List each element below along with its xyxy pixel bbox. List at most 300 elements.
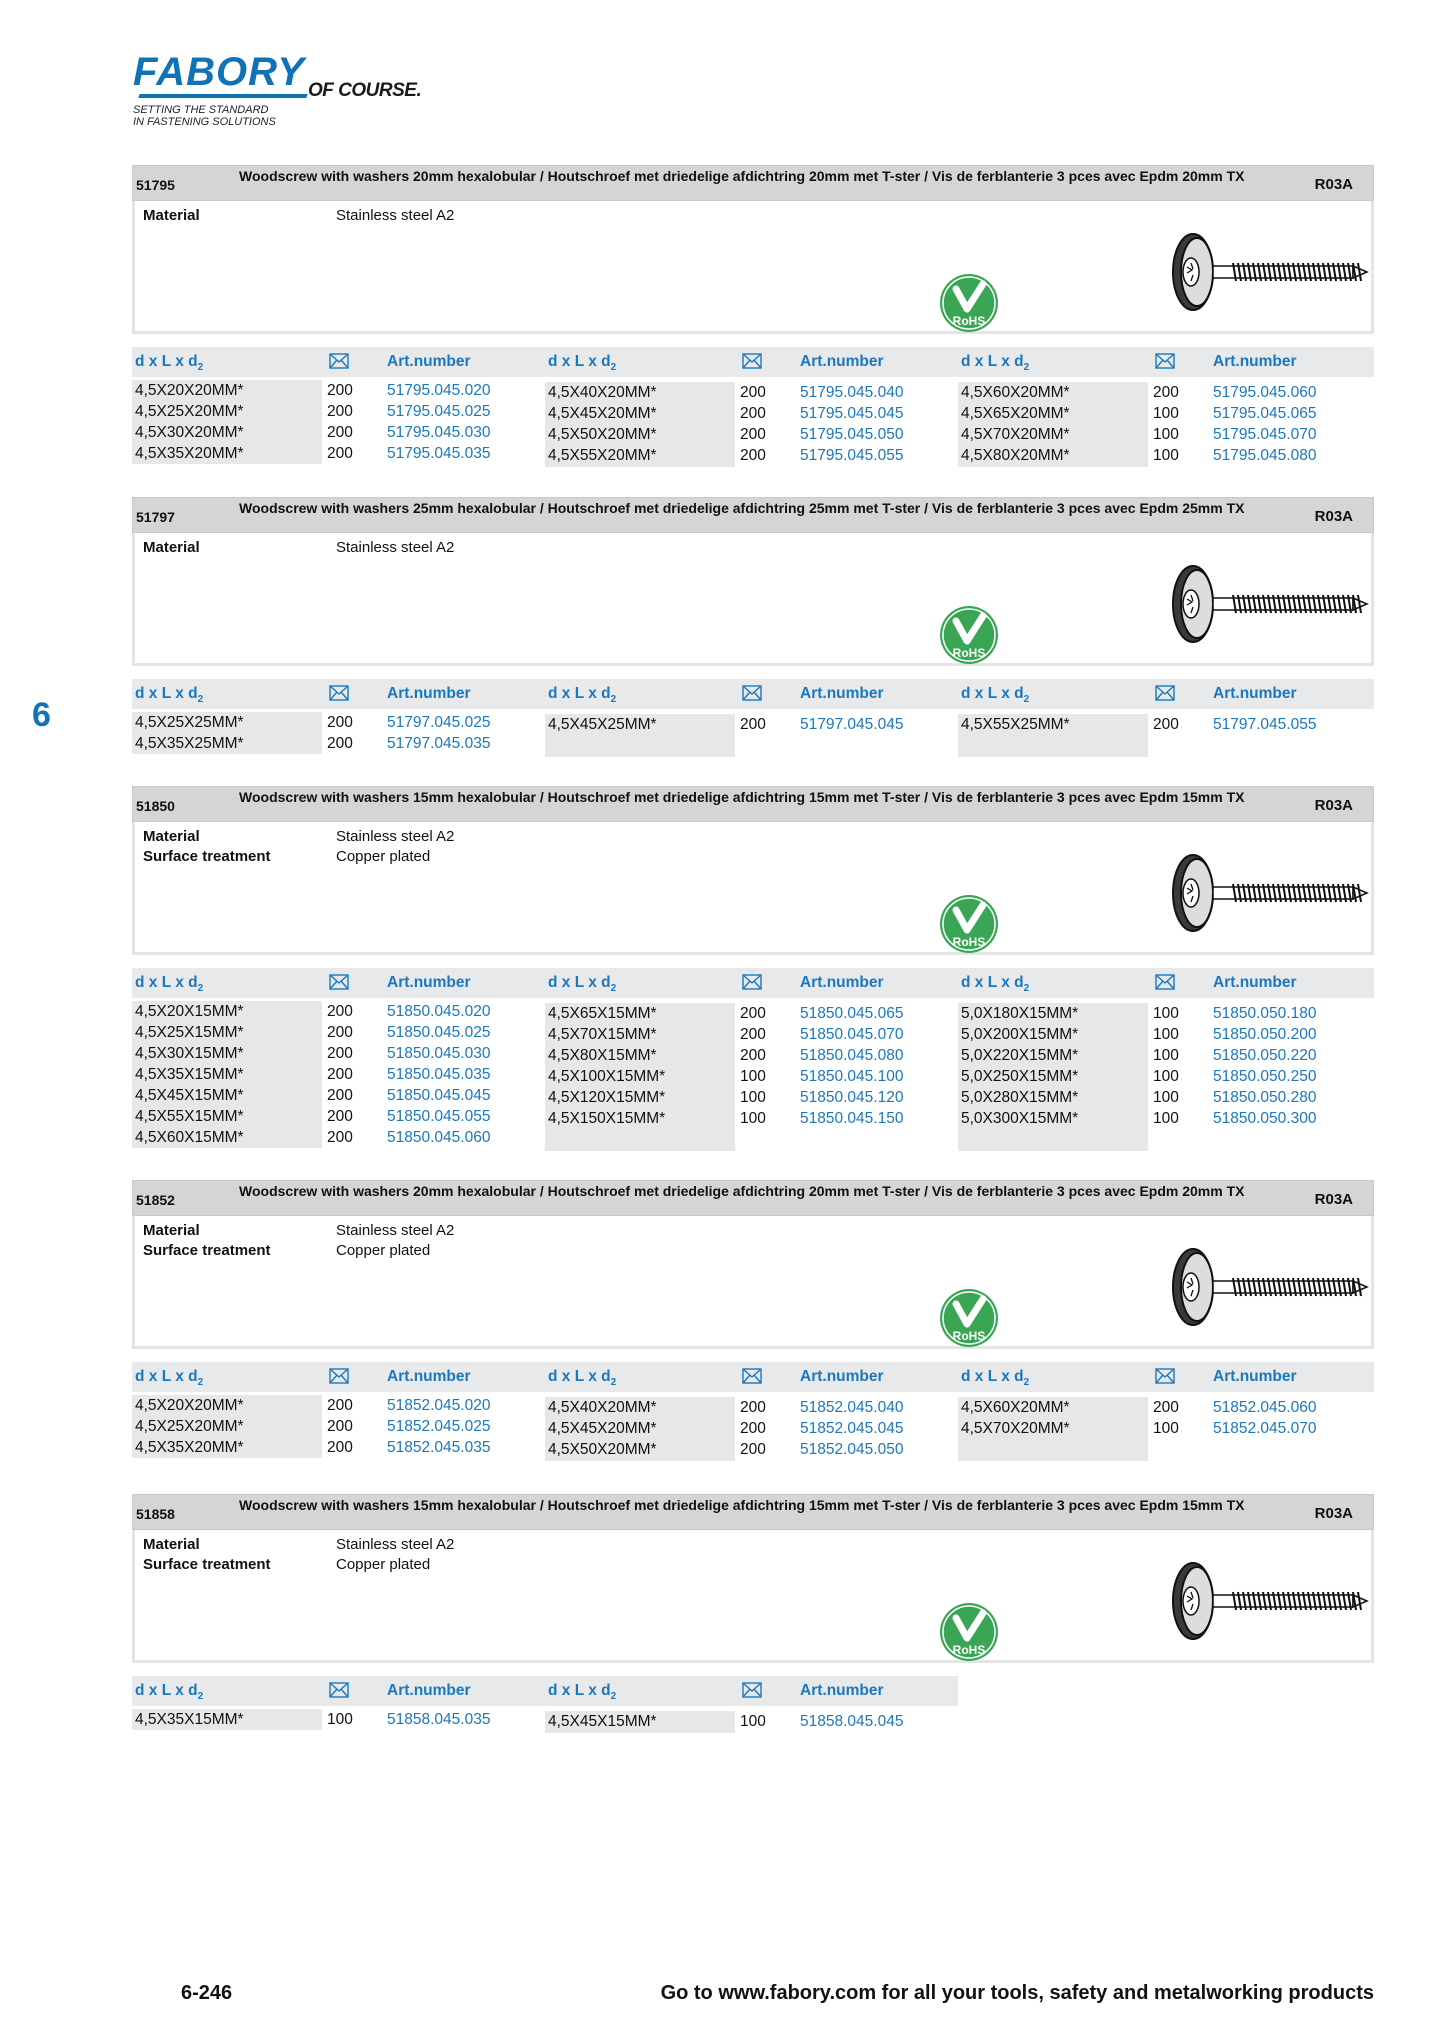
- property-row: [143, 847, 454, 867]
- table-row: [958, 424, 1371, 445]
- article-number-link[interactable]: 51850.045.035: [387, 1066, 491, 1083]
- table-row: [132, 1022, 545, 1043]
- col-header-article: Art.number: [800, 685, 884, 702]
- article-number-link[interactable]: 51852.045.020: [387, 1397, 491, 1414]
- col-header-dimension: [135, 1682, 203, 1702]
- product-table: [132, 380, 1374, 468]
- quantity-cell: 100: [1153, 1110, 1179, 1127]
- quantity-cell: 100: [740, 1110, 766, 1127]
- quantity-cell: 200: [740, 1005, 766, 1022]
- product-title: Woodscrew with washers 25mm hexalobular / Houtschroef met driedelige afdichtring 25mm met T-ster / Vis de ferblanterie 3 pces avec Epdm 25mm TX: [239, 500, 1245, 516]
- envelope-icon: [742, 353, 762, 369]
- dimension-cell: 4,5X45X20MM*: [548, 405, 657, 422]
- quantity-cell: 200: [740, 1047, 766, 1064]
- quantity-cell: 200: [740, 716, 766, 733]
- rohs-badge-icon: [939, 894, 999, 954]
- article-number-link[interactable]: 51850.045.070: [800, 1026, 904, 1043]
- envelope-icon: [1155, 685, 1175, 701]
- rohs-label: RoHS: [952, 646, 986, 660]
- dimension-header-subscript: 2: [610, 983, 617, 995]
- dimension-header-subscript: 2: [1023, 1377, 1030, 1389]
- quantity-cell: 200: [740, 447, 766, 464]
- envelope-icon: [742, 1682, 762, 1698]
- product-table: [132, 1709, 1374, 1734]
- rohs-label: RoHS: [952, 1643, 986, 1657]
- dimension-header-subscript: 2: [610, 1691, 617, 1703]
- dimension-cell: 4,5X150X15MM*: [548, 1110, 666, 1127]
- dimension-cell: 4,5X60X20MM*: [961, 384, 1070, 401]
- table-row: [132, 1416, 545, 1437]
- quantity-cell: 200: [327, 1003, 353, 1020]
- dimension-cell: 4,5X55X20MM*: [548, 447, 657, 464]
- section-body: [132, 1530, 1374, 1663]
- article-number-link[interactable]: 51850.045.030: [387, 1045, 491, 1062]
- dimension-header-text: d x L x d: [548, 1368, 611, 1385]
- logo-tagline-line-1: SETTING THE STANDARD: [133, 104, 269, 116]
- article-number-link[interactable]: 51850.050.220: [1213, 1047, 1317, 1064]
- article-number-link[interactable]: 51850.045.065: [800, 1005, 904, 1022]
- dimension-cell: 4,5X35X25MM*: [135, 735, 244, 752]
- quantity-cell: 200: [1153, 1399, 1179, 1416]
- dimension-cell: 4,5X55X15MM*: [135, 1108, 244, 1125]
- dimension-cell: 4,5X35X20MM*: [135, 445, 244, 462]
- property-value: Stainless steel A2: [336, 1536, 455, 1553]
- article-number-link[interactable]: 51850.045.045: [387, 1087, 491, 1104]
- article-number-link[interactable]: 51852.045.045: [800, 1420, 904, 1437]
- property-row: [143, 1535, 454, 1555]
- table-row: [132, 1064, 545, 1085]
- envelope-icon: [742, 1368, 762, 1384]
- screw-image: [1171, 848, 1371, 938]
- article-number-link[interactable]: 51850.050.250: [1213, 1068, 1317, 1085]
- table-row: [958, 1066, 1371, 1087]
- dimension-cell: 4,5X25X25MM*: [135, 714, 244, 731]
- quantity-cell: 200: [327, 1108, 353, 1125]
- property-row: [143, 206, 454, 226]
- article-number-link[interactable]: 51852.045.040: [800, 1399, 904, 1416]
- table-row: [545, 1087, 958, 1108]
- product-table: [132, 712, 1374, 758]
- property-row: [143, 827, 454, 847]
- dimension-cell: 4,5X20X20MM*: [135, 1397, 244, 1414]
- table-row: [132, 1001, 545, 1022]
- table-row: [958, 382, 1371, 403]
- rohs-badge-icon: [939, 605, 999, 665]
- properties: [143, 206, 454, 226]
- table-row: [545, 1066, 958, 1087]
- quantity-cell: 100: [1153, 405, 1179, 422]
- table-row: [132, 443, 545, 464]
- dimension-cell: 5,0X280X15MM*: [961, 1089, 1079, 1106]
- dimension-cell: 4,5X70X20MM*: [961, 1420, 1070, 1437]
- screw-image: [1171, 1242, 1371, 1332]
- article-number-link[interactable]: 51795.045.080: [1213, 447, 1317, 464]
- table-row: [545, 1397, 958, 1418]
- dimension-header-text: d x L x d: [961, 974, 1024, 991]
- article-number-link[interactable]: 51850.050.280: [1213, 1089, 1317, 1106]
- dimension-cell: 4,5X45X15MM*: [548, 1713, 657, 1730]
- dimension-cell: 4,5X80X15MM*: [548, 1047, 657, 1064]
- dimension-header-subscript: 2: [197, 694, 204, 706]
- reference-code: R03A: [1314, 176, 1353, 193]
- property-value: Copper plated: [336, 1242, 431, 1259]
- envelope-icon: [329, 1368, 349, 1384]
- dimension-cell: 4,5X45X20MM*: [548, 1420, 657, 1437]
- article-number-link[interactable]: 51795.045.045: [800, 405, 904, 422]
- dimension-header-subscript: 2: [1023, 362, 1030, 374]
- quantity-cell: 100: [740, 1089, 766, 1106]
- property-row: [143, 1241, 454, 1261]
- envelope-icon: [329, 353, 349, 369]
- dimension-header-text: d x L x d: [961, 1368, 1024, 1385]
- col-header-article: Art.number: [800, 353, 884, 370]
- table-row: [545, 1045, 958, 1066]
- article-number-link[interactable]: 51797.045.045: [800, 716, 904, 733]
- product-code: 51858: [136, 1506, 175, 1522]
- article-number-link[interactable]: 51795.045.020: [387, 382, 491, 399]
- dimension-cell: 4,5X100X15MM*: [548, 1068, 666, 1085]
- col-header-dimension: [548, 353, 616, 373]
- article-number-link[interactable]: 51852.045.070: [1213, 1420, 1317, 1437]
- col-header-article: Art.number: [387, 353, 471, 370]
- dimension-cell: 4,5X40X20MM*: [548, 384, 657, 401]
- table-row: [545, 1711, 958, 1732]
- quantity-cell: 200: [327, 1087, 353, 1104]
- table-header: [132, 347, 1374, 377]
- product-title: Woodscrew with washers 20mm hexalobular / Houtschroef met driedelige afdichtring 20mm met T-ster / Vis de ferblanterie 3 pces avec Epdm 20mm TX: [239, 168, 1245, 184]
- table-row: [958, 1024, 1371, 1045]
- col-header-article: Art.number: [387, 1368, 471, 1385]
- dimension-cell: 4,5X45X15MM*: [135, 1087, 244, 1104]
- reference-code: R03A: [1314, 797, 1353, 814]
- col-header-dimension: [135, 974, 203, 994]
- product-title: Woodscrew with washers 20mm hexalobular / Houtschroef met driedelige afdichtring 20mm met T-ster / Vis de ferblanterie 3 pces avec Epdm 20mm TX: [239, 1183, 1245, 1199]
- property-label: Surface treatment: [143, 1556, 271, 1573]
- table-row: [132, 422, 545, 443]
- dimension-cell: 4,5X65X20MM*: [961, 405, 1070, 422]
- dimension-cell: 4,5X50X20MM*: [548, 426, 657, 443]
- dimension-cell: 4,5X55X25MM*: [961, 716, 1070, 733]
- rohs-badge-icon: [939, 273, 999, 333]
- dimension-cell: 5,0X300X15MM*: [961, 1110, 1079, 1127]
- section-header: [132, 1494, 1374, 1530]
- dimension-cell: 4,5X60X20MM*: [961, 1399, 1070, 1416]
- table-row: [545, 1108, 958, 1129]
- logo-tagline-line-2: IN FASTENING SOLUTIONS: [133, 116, 276, 128]
- quantity-cell: 200: [740, 384, 766, 401]
- rohs-label: RoHS: [952, 1329, 986, 1343]
- article-number-link[interactable]: 51852.045.025: [387, 1418, 491, 1435]
- dimension-cell: 4,5X30X15MM*: [135, 1045, 244, 1062]
- col-header-article: Art.number: [800, 1368, 884, 1385]
- dimension-cell: 4,5X20X15MM*: [135, 1003, 244, 1020]
- property-label: Material: [143, 207, 200, 224]
- dimension-cell: 4,5X35X15MM*: [135, 1711, 244, 1728]
- col-header-article: Art.number: [1213, 685, 1297, 702]
- property-value: Stainless steel A2: [336, 1222, 455, 1239]
- quantity-cell: 200: [740, 1441, 766, 1458]
- table-row: [132, 1437, 545, 1458]
- dimension-cell: 4,5X20X20MM*: [135, 382, 244, 399]
- screw-image: [1171, 227, 1371, 317]
- col-header-article: Art.number: [387, 685, 471, 702]
- article-number-link[interactable]: 51795.045.070: [1213, 426, 1317, 443]
- property-label: Surface treatment: [143, 1242, 271, 1259]
- section-body: [132, 533, 1374, 666]
- dimension-cell: 4,5X120X15MM*: [548, 1089, 666, 1106]
- dimension-cell: 4,5X25X20MM*: [135, 1418, 244, 1435]
- col-header-article: Art.number: [387, 1682, 471, 1699]
- article-number-link[interactable]: 51858.045.035: [387, 1711, 491, 1728]
- product-code: 51850: [136, 798, 175, 814]
- dimension-cell: 4,5X70X20MM*: [961, 426, 1070, 443]
- envelope-icon: [329, 685, 349, 701]
- article-number-link[interactable]: 51795.045.025: [387, 403, 491, 420]
- quantity-cell: 200: [327, 1045, 353, 1062]
- quantity-cell: 200: [740, 1026, 766, 1043]
- dimension-cell: 4,5X45X25MM*: [548, 716, 657, 733]
- dimension-header-text: d x L x d: [548, 685, 611, 702]
- quantity-cell: 100: [1153, 1047, 1179, 1064]
- dimension-header-text: d x L x d: [548, 1682, 611, 1699]
- dimension-cell: 4,5X30X20MM*: [135, 424, 244, 441]
- quantity-cell: 100: [1153, 1005, 1179, 1022]
- table-row: [132, 733, 545, 754]
- quantity-cell: 200: [327, 403, 353, 420]
- article-number-link[interactable]: 51850.045.100: [800, 1068, 904, 1085]
- quantity-cell: 200: [327, 1129, 353, 1146]
- dimension-header-text: d x L x d: [135, 1682, 198, 1699]
- dimension-cell: 4,5X25X15MM*: [135, 1024, 244, 1041]
- property-value: Stainless steel A2: [336, 828, 455, 845]
- table-row: [545, 424, 958, 445]
- rohs-label: RoHS: [952, 314, 986, 328]
- article-number-link[interactable]: 51795.045.030: [387, 424, 491, 441]
- table-row: [958, 1108, 1371, 1129]
- table-row: [545, 1003, 958, 1024]
- article-number-link[interactable]: 51795.045.060: [1213, 384, 1317, 401]
- section-header: [132, 786, 1374, 822]
- fabory-logo: [133, 50, 422, 128]
- table-row: [958, 1087, 1371, 1108]
- article-number-link[interactable]: 51852.045.050: [800, 1441, 904, 1458]
- table-row: [132, 1043, 545, 1064]
- table-row: [958, 445, 1371, 466]
- envelope-icon: [1155, 974, 1175, 990]
- product-section-51850: [132, 786, 1374, 1152]
- article-number-link[interactable]: 51797.045.055: [1213, 716, 1317, 733]
- col-header-article: Art.number: [1213, 1368, 1297, 1385]
- quantity-cell: 100: [740, 1068, 766, 1085]
- table-row: [132, 401, 545, 422]
- quantity-cell: 200: [327, 1397, 353, 1414]
- col-header-article: Art.number: [387, 974, 471, 991]
- dimension-cell: 4,5X65X15MM*: [548, 1005, 657, 1022]
- quantity-cell: 100: [1153, 1068, 1179, 1085]
- dimension-cell: 4,5X25X20MM*: [135, 403, 244, 420]
- logo-wordmark: FABORY: [133, 50, 305, 94]
- article-number-link[interactable]: 51850.045.020: [387, 1003, 491, 1020]
- col-header-article: Art.number: [800, 974, 884, 991]
- table-row: [132, 1127, 545, 1148]
- envelope-icon: [1155, 1368, 1175, 1384]
- col-header-dimension: [961, 685, 1029, 705]
- table-row: [132, 1709, 545, 1730]
- product-table: [132, 1395, 1374, 1462]
- property-label: Material: [143, 1222, 200, 1239]
- properties: [143, 827, 454, 867]
- property-row: [143, 538, 454, 558]
- section-header: [132, 497, 1374, 533]
- col-header-article: Art.number: [800, 1682, 884, 1699]
- quantity-cell: 200: [740, 1420, 766, 1437]
- dimension-header-subscript: 2: [197, 362, 204, 374]
- rohs-badge-icon: [939, 1602, 999, 1662]
- table-row: [958, 1003, 1371, 1024]
- table-header: [132, 968, 1374, 998]
- screw-image: [1171, 1556, 1371, 1646]
- property-value: Copper plated: [336, 1556, 431, 1573]
- property-value: Stainless steel A2: [336, 207, 455, 224]
- product-section-51852: [132, 1180, 1374, 1462]
- product-section-51797: [132, 497, 1374, 758]
- article-number-link[interactable]: 51850.050.180: [1213, 1005, 1317, 1022]
- product-code: 51795: [136, 177, 175, 193]
- table-row: [545, 1418, 958, 1439]
- dimension-header-subscript: 2: [610, 362, 617, 374]
- dimension-header-text: d x L x d: [135, 1368, 198, 1385]
- page-number: 6-246: [181, 1982, 233, 2004]
- quantity-cell: 200: [740, 405, 766, 422]
- dimension-header-text: d x L x d: [548, 353, 611, 370]
- property-value: Stainless steel A2: [336, 539, 455, 556]
- envelope-icon: [742, 974, 762, 990]
- dimension-cell: 5,0X200X15MM*: [961, 1026, 1079, 1043]
- col-header-dimension: [548, 1368, 616, 1388]
- dimension-cell: 4,5X60X15MM*: [135, 1129, 244, 1146]
- quantity-cell: 100: [1153, 447, 1179, 464]
- dimension-header-text: d x L x d: [961, 353, 1024, 370]
- quantity-cell: 100: [1153, 1026, 1179, 1043]
- property-label: Material: [143, 539, 200, 556]
- article-number-link[interactable]: 51858.045.045: [800, 1713, 904, 1730]
- article-number-link[interactable]: 51850.045.120: [800, 1089, 904, 1106]
- article-number-link[interactable]: 51795.045.035: [387, 445, 491, 462]
- property-row: [143, 1555, 454, 1575]
- quantity-cell: 100: [1153, 1420, 1179, 1437]
- col-header-dimension: [961, 974, 1029, 994]
- article-number-link[interactable]: 51852.045.035: [387, 1439, 491, 1456]
- logo-tagline: [133, 104, 276, 128]
- table-row: [958, 403, 1371, 424]
- col-header-dimension: [135, 353, 203, 373]
- article-number-link[interactable]: 51850.045.080: [800, 1047, 904, 1064]
- product-table: [132, 1001, 1374, 1152]
- quantity-cell: 200: [327, 424, 353, 441]
- quantity-cell: 200: [327, 445, 353, 462]
- table-row: [545, 714, 958, 735]
- table-row: [545, 1024, 958, 1045]
- property-label: Material: [143, 828, 200, 845]
- section-body: [132, 1216, 1374, 1349]
- col-header-dimension: [961, 353, 1029, 373]
- properties: [143, 1221, 454, 1261]
- quantity-cell: 200: [327, 1066, 353, 1083]
- dimension-header-text: d x L x d: [548, 974, 611, 991]
- reference-code: R03A: [1314, 508, 1353, 525]
- dimension-header-subscript: 2: [1023, 694, 1030, 706]
- article-number-link[interactable]: 51850.045.060: [387, 1129, 491, 1146]
- article-number-link[interactable]: 51850.045.150: [800, 1110, 904, 1127]
- reference-code: R03A: [1314, 1191, 1353, 1208]
- section-body: [132, 822, 1374, 955]
- table-row: [958, 1045, 1371, 1066]
- dimension-cell: 4,5X50X20MM*: [548, 1441, 657, 1458]
- property-value: Copper plated: [336, 848, 431, 865]
- dimension-cell: 4,5X70X15MM*: [548, 1026, 657, 1043]
- col-header-dimension: [135, 1368, 203, 1388]
- table-row: [545, 445, 958, 466]
- article-number-link[interactable]: 51797.045.025: [387, 714, 491, 731]
- col-header-article: Art.number: [1213, 353, 1297, 370]
- dimension-header-text: d x L x d: [135, 685, 198, 702]
- article-number-link[interactable]: 51795.045.050: [800, 426, 904, 443]
- product-code: 51852: [136, 1192, 175, 1208]
- quantity-cell: 100: [327, 1711, 353, 1728]
- article-number-link[interactable]: 51795.045.055: [800, 447, 904, 464]
- article-number-link[interactable]: 51795.045.065: [1213, 405, 1317, 422]
- property-label: Material: [143, 1536, 200, 1553]
- logo-underline: [138, 94, 307, 98]
- envelope-icon: [1155, 353, 1175, 369]
- article-number-link[interactable]: 51795.045.040: [800, 384, 904, 401]
- article-number-link[interactable]: 51850.045.055: [387, 1108, 491, 1125]
- article-number-link[interactable]: 51850.050.200: [1213, 1026, 1317, 1043]
- table-row: [545, 1439, 958, 1460]
- dimension-cell: 4,5X35X15MM*: [135, 1066, 244, 1083]
- product-section-51795: [132, 165, 1374, 468]
- table-row: [545, 403, 958, 424]
- quantity-cell: 100: [1153, 1089, 1179, 1106]
- product-section-51858: [132, 1494, 1374, 1734]
- quantity-cell: 200: [740, 426, 766, 443]
- envelope-icon: [329, 974, 349, 990]
- quantity-cell: 200: [327, 714, 353, 731]
- rohs-badge-icon: [939, 1288, 999, 1348]
- section-body: [132, 201, 1374, 334]
- footer-text[interactable]: Go to www.fabory.com for all your tools, safety and metalworking products: [660, 1982, 1374, 2004]
- dimension-header-text: d x L x d: [961, 685, 1024, 702]
- article-number-link[interactable]: 51850.050.300: [1213, 1110, 1317, 1127]
- col-header-article: Art.number: [1213, 974, 1297, 991]
- property-label: Surface treatment: [143, 848, 271, 865]
- table-row: [132, 1106, 545, 1127]
- dimension-header-subscript: 2: [610, 1377, 617, 1389]
- article-number-link[interactable]: 51850.045.025: [387, 1024, 491, 1041]
- col-header-dimension: [548, 974, 616, 994]
- dimension-header-subscript: 2: [197, 983, 204, 995]
- section-header: [132, 1180, 1374, 1216]
- article-number-link[interactable]: 51852.045.060: [1213, 1399, 1317, 1416]
- dimension-cell: 5,0X250X15MM*: [961, 1068, 1079, 1085]
- quantity-cell: 200: [1153, 384, 1179, 401]
- table-header: [132, 1676, 958, 1706]
- rohs-label: RoHS: [952, 935, 986, 949]
- reference-code: R03A: [1314, 1505, 1353, 1522]
- dimension-header-subscript: 2: [610, 694, 617, 706]
- article-number-link[interactable]: 51797.045.035: [387, 735, 491, 752]
- dimension-header-text: d x L x d: [135, 974, 198, 991]
